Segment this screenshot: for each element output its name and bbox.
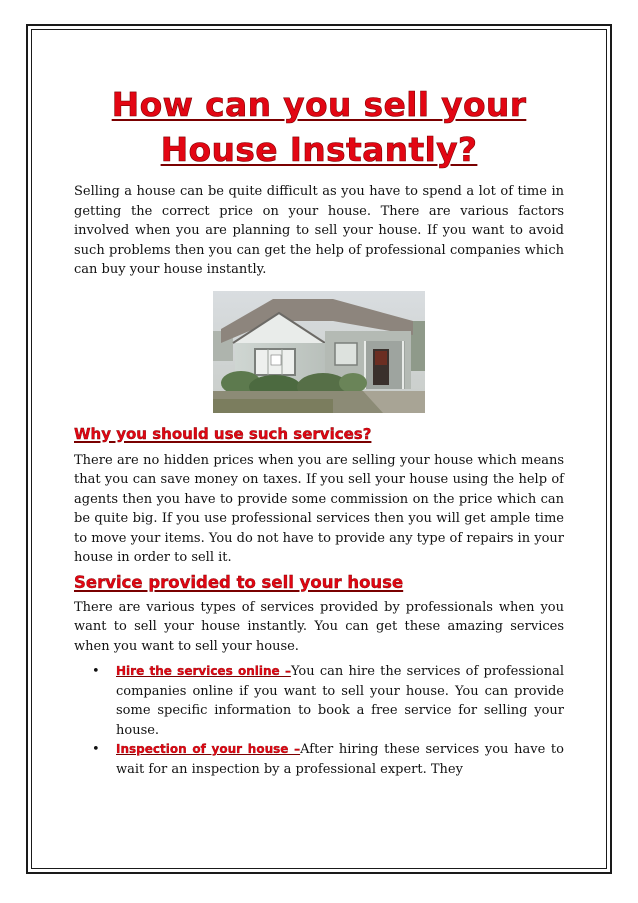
- intro-paragraph: Selling a house can be quite difficult as you have to spend a lot of time in getting the correct price on your house. There are various factors involved when you are planning to sell your house. If you want to avoid such problems then you can get the help of professional companies which can buy your house instantly.: [74, 184, 564, 277]
- list-item-text: After hiring these services you have to wait for an inspection by a professional expert. They: [116, 742, 564, 777]
- section-paragraph-why: There are no hidden prices when you are selling your house which means that you can save money on taxes. If you sell your house using the help of agents then you have to provide some commission on the price which can be quite big. If you use professional services then you will get ample time to move your items. You do not have to provide any type of repairs in your house in order to sell it.: [74, 452, 564, 565]
- list-item: [74, 740, 564, 779]
- page-title: How can you sell your House Instantly?: [111, 85, 527, 169]
- house-photo: [213, 291, 425, 413]
- bullet-icon: •: [92, 664, 100, 679]
- list-item-title: Inspection of your house –: [116, 742, 301, 756]
- list-item-title: Hire the services online –: [116, 664, 291, 678]
- house-photo-container: [74, 291, 564, 413]
- section-heading-why: Why you should use such services?: [74, 424, 372, 443]
- document-body: [74, 82, 564, 779]
- list-item-text: You can hire the services of professional companies online if you want to sell your house. You can provide some specific information to book a free service for selling your house.: [116, 664, 564, 738]
- section-paragraph-service: There are various types of services provided by professionals when you want to sell your house instantly. You can get these amazing services when you want to sell your house.: [74, 599, 564, 654]
- section-heading-service: Service provided to sell your house: [74, 572, 404, 592]
- service-list: [74, 662, 564, 779]
- bullet-icon: •: [92, 742, 100, 757]
- list-item: [74, 662, 564, 740]
